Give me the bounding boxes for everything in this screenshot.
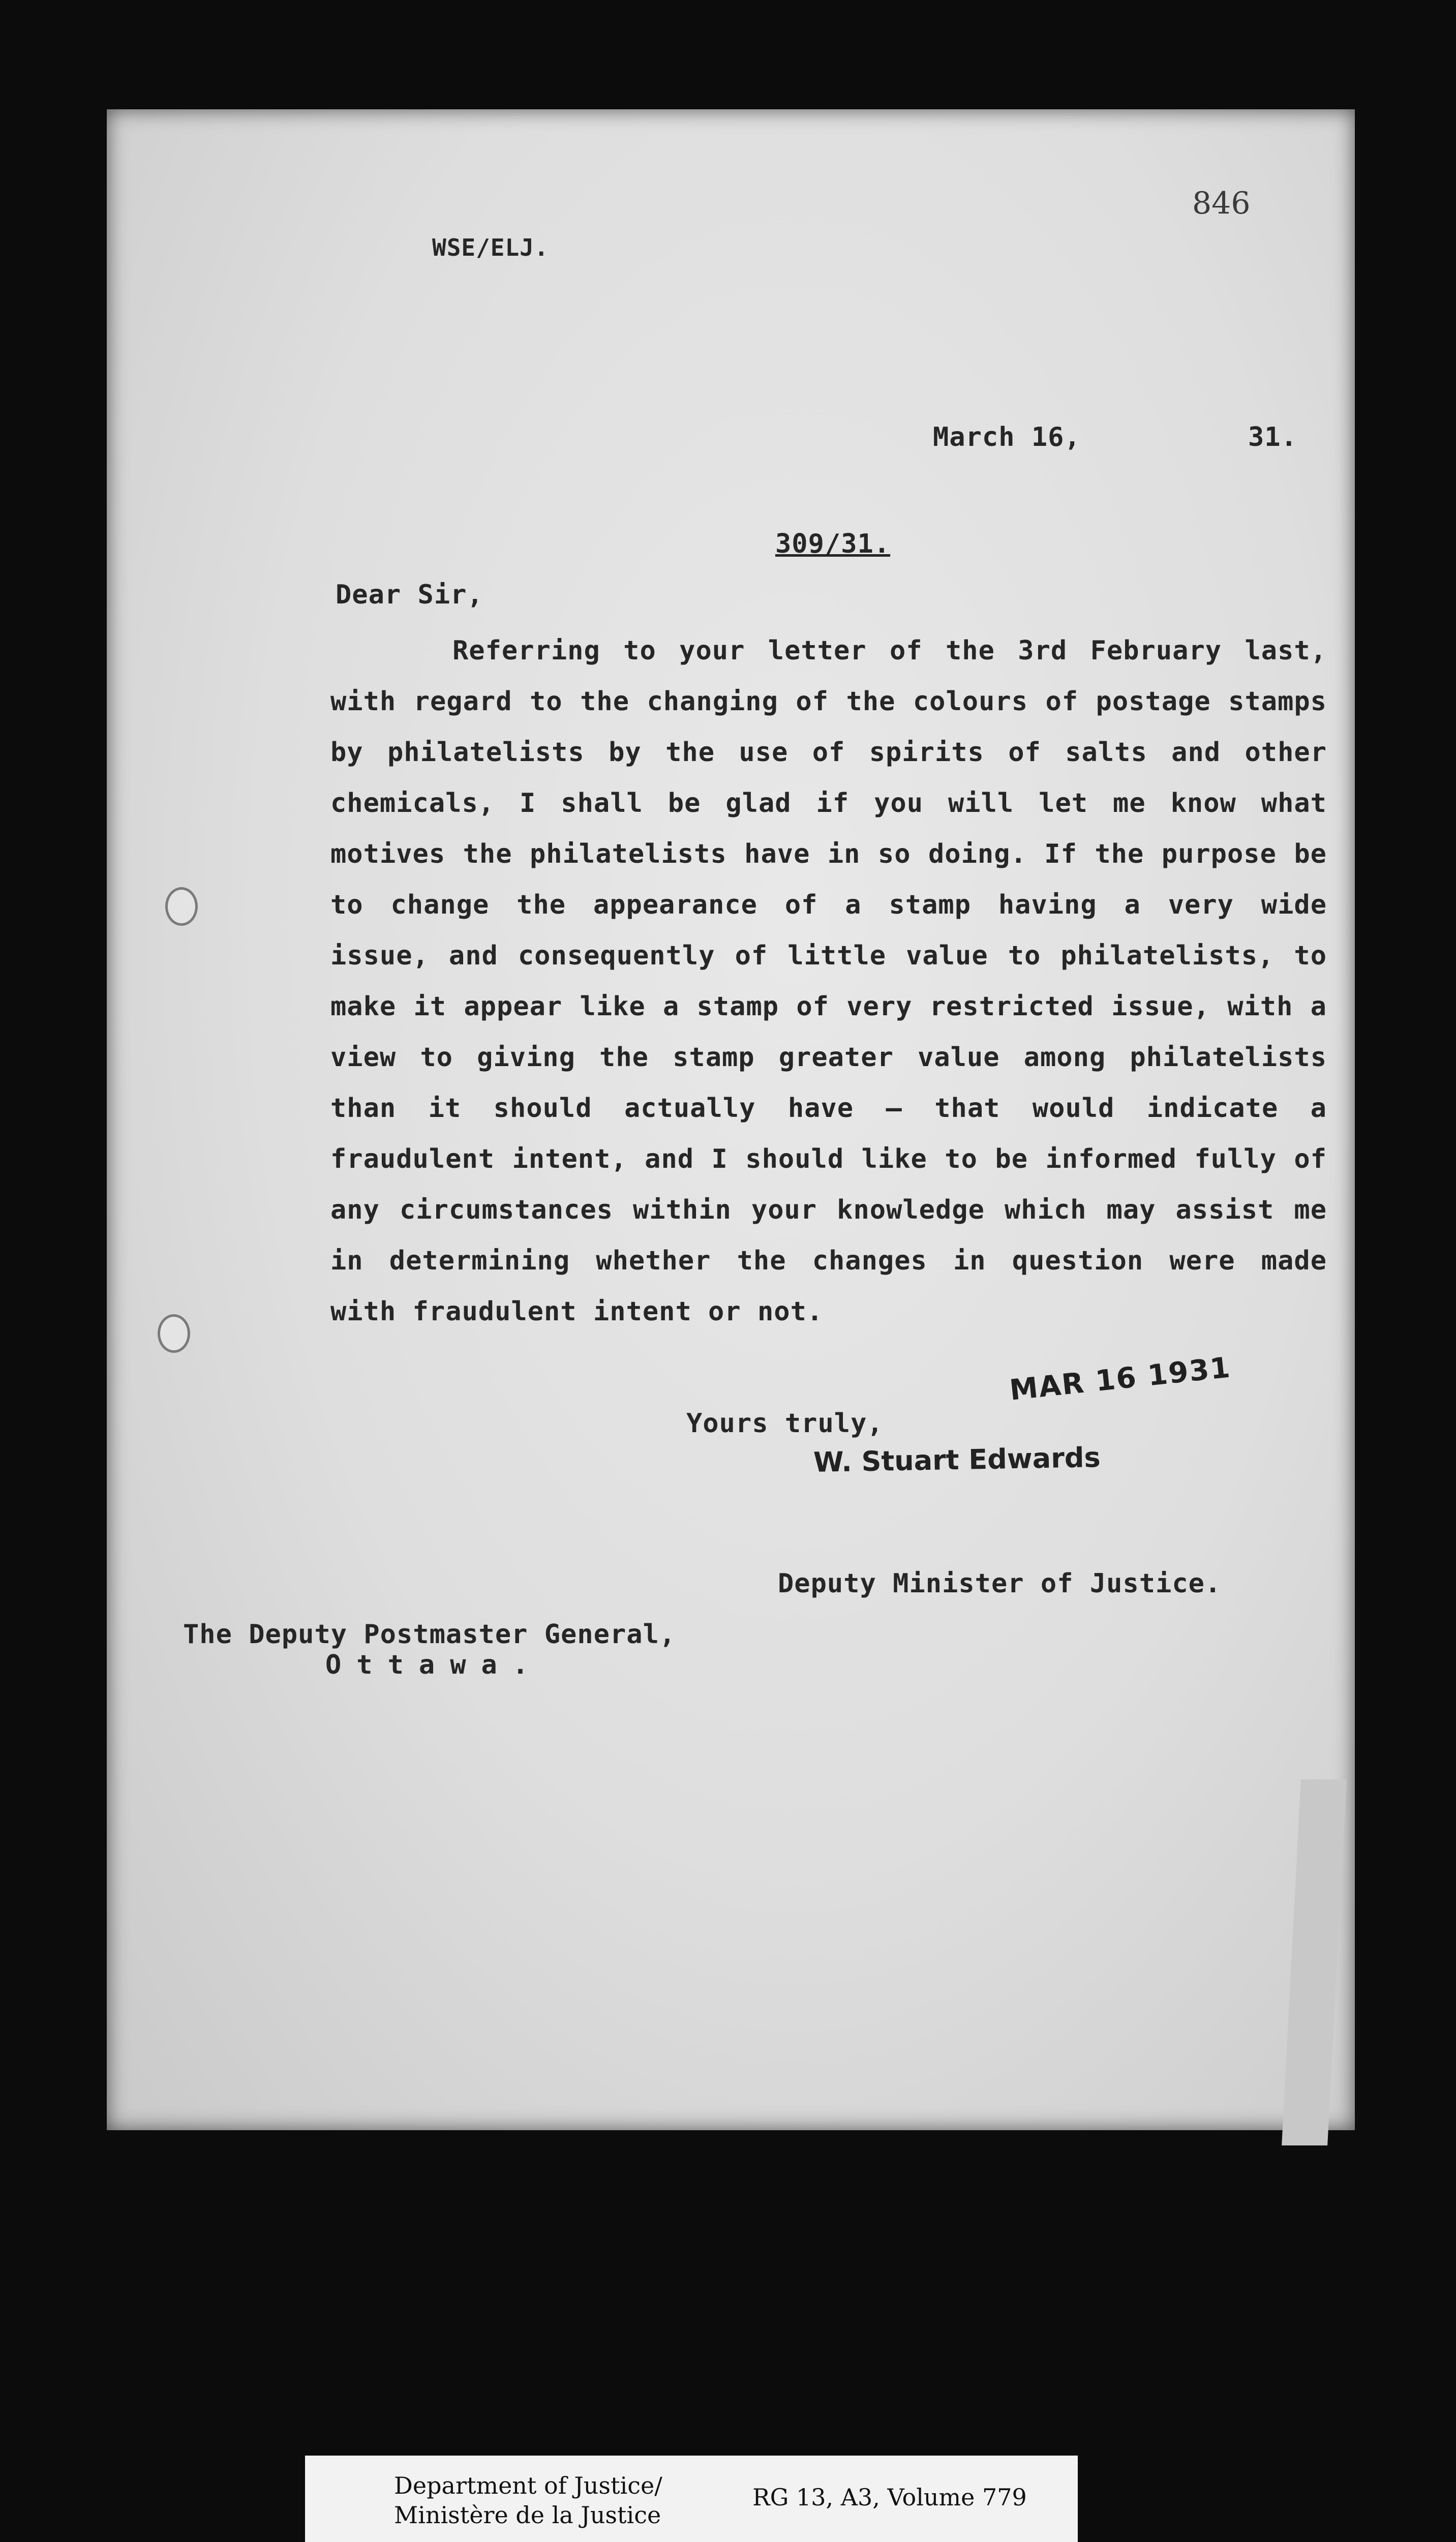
reference-initials: WSE/ELJ. (432, 234, 549, 261)
salutation: Dear Sir, (336, 580, 483, 610)
received-date-stamp: MAR 16 1931 (1008, 1351, 1233, 1407)
signatory-title: Deputy Minister of Justice. (778, 1568, 1222, 1599)
punch-hole-lower (158, 1314, 190, 1353)
punch-hole-upper (165, 887, 198, 926)
closing: Yours truly, (686, 1408, 884, 1439)
department-name-french: Ministère de la Justice (394, 2501, 661, 2529)
page-number: 846 (1192, 186, 1251, 221)
recipient-city: Ottawa. (325, 1650, 544, 1680)
letter-date-year: 31. (1248, 422, 1297, 452)
archive-reference-number: RG 13, A3, Volume 779 (752, 2484, 1027, 2511)
recipient-name: The Deputy Postmaster General, (183, 1619, 676, 1650)
archive-reference-label (305, 2456, 1078, 2542)
department-name (394, 2471, 662, 2530)
file-reference: 309/31. (775, 529, 891, 559)
department-name-english: Department of Justice/ (394, 2472, 662, 2499)
signature: W. Stuart Edwards (813, 1441, 1101, 1478)
letter-date: March 16, (933, 422, 1081, 452)
letter-body: Referring to your letter of the 3rd February last, with regard to the changing of the colours of postage stamps by philatelists by the use of spirits of salts and other chemicals, I shall be glad if you will let me know what motives the philatelists have in so doing. If the purpose be to change the appearance of a stamp having a very wide issue, and consequently of little value to philatelists, to make it appear like a stamp of very restricted issue, with a view to giving the stamp greater value among philatelists than it should actually have — that would indicate a fraudulent intent, and I should like to be informed fully of any circumstances within your knowledge which may assist me in determining whether the changes in question were made with fraudulent intent or not. (330, 636, 1327, 1327)
